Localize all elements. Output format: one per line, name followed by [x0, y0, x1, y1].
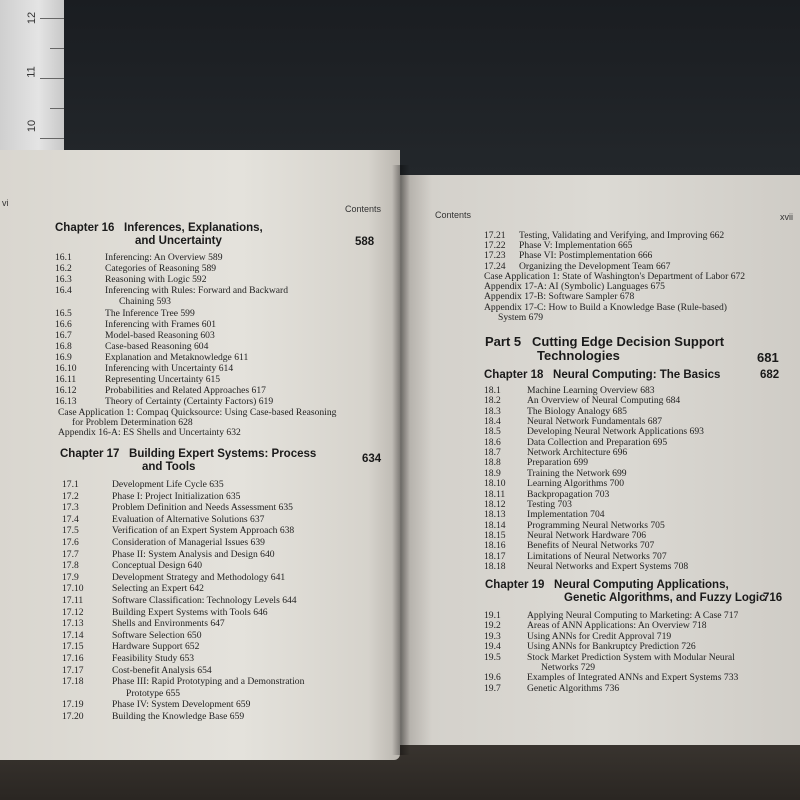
section-number: 16.7	[55, 329, 72, 341]
section-number: 17.13	[62, 618, 84, 630]
section-number: 18.2	[484, 395, 501, 407]
section-title: Development Strategy and Methodology 641	[112, 571, 286, 583]
section-number: 17.8	[62, 560, 79, 572]
section-title: Training the Network 699	[527, 467, 627, 479]
section-number: 16.3	[55, 274, 72, 286]
section-title: Learning Algorithms 700	[527, 478, 624, 490]
section-title: Inferencing: An Overview 589	[105, 252, 223, 263]
section-number: 17.10	[62, 583, 84, 595]
section-title: Using ANNs for Credit Approval 719	[527, 630, 672, 642]
appendix: Appendix 16-A: ES Shells and Uncertainty 632	[58, 427, 241, 438]
section-number: 17.22	[484, 240, 506, 252]
section-title: Problem Definition and Needs Assessment 635	[112, 502, 293, 514]
part-label: Part 5	[485, 334, 522, 349]
section-title: Data Collection and Preparation 695	[527, 436, 668, 448]
section-number: 19.1	[484, 610, 501, 621]
section-title: Testing, Validating and Verifying, and Improving 662	[519, 230, 725, 241]
section-title: Feasibility Study 653	[112, 653, 195, 664]
section-title: Testing 703	[527, 498, 572, 510]
section-number: 18.4	[484, 416, 501, 428]
section-number: 19.7	[484, 682, 501, 694]
ruler	[0, 0, 64, 150]
chapter-title: Neural Computing: The Basics	[553, 369, 721, 381]
section-number: 18.6	[484, 436, 501, 448]
section-title: Programming Neural Networks 705	[527, 519, 665, 531]
toc-line: Case Application 1: State of Washington's Department of Labor 672	[484, 271, 746, 282]
section-title: Cost-benefit Analysis 654	[112, 664, 212, 676]
section-title: Phase I: Project Initialization 635	[112, 490, 241, 502]
section-number: 17.14	[62, 629, 84, 641]
case-application: for Problem Determination 628	[72, 417, 193, 428]
section-number: 17.6	[62, 537, 79, 548]
section-number: 16.11	[55, 374, 77, 386]
section-number: 17.15	[62, 641, 84, 653]
chapter-title: Genetic Algorithms, and Fuzzy Logic	[564, 592, 766, 604]
section-number: 18.5	[484, 426, 501, 438]
chapter-label: Chapter 19	[485, 579, 545, 591]
section-title: Inferencing with Uncertainty 614	[105, 363, 234, 374]
section-title: Neural Network Fundamentals 687	[527, 416, 663, 428]
chapter-16-heading	[55, 222, 263, 248]
section-title: Categories of Reasoning 589	[105, 263, 217, 275]
part-page: 681	[757, 350, 779, 365]
ruler-number: 11	[25, 66, 38, 78]
section-number: 18.3	[484, 405, 501, 417]
section-number: 17.4	[62, 513, 79, 525]
section-number: 17.11	[62, 595, 84, 606]
right-page	[400, 175, 800, 745]
section-title: Organizing the Development Team 667	[519, 260, 671, 272]
section-title: An Overview of Neural Computing 684	[527, 395, 681, 407]
section-title: The Inference Tree 599	[105, 307, 195, 319]
chapter-title: Building Expert Systems: Process	[129, 448, 317, 460]
section-title: Evaluation of Alternative Solutions 637	[112, 513, 265, 525]
section-number: 19.2	[484, 620, 501, 632]
chapter-page: 682	[760, 369, 780, 381]
section-title: Software Classification: Technology Levels 644	[112, 595, 297, 606]
section-number: 18.15	[484, 529, 506, 541]
section-number: 16.2	[55, 263, 72, 275]
section-title: Network Architecture 696	[527, 447, 628, 459]
section-number: 17.7	[62, 548, 79, 560]
section-number: 17.3	[62, 502, 79, 514]
section-number: 18.9	[484, 467, 501, 479]
section-title: Preparation 699	[527, 457, 589, 469]
section-number: 16.4	[55, 285, 72, 297]
section-title: Implementation 704	[527, 509, 605, 521]
section-title: Inferencing with Rules: Forward and Backward	[105, 285, 289, 297]
running-head-folio: xvii	[780, 212, 793, 222]
section-number: 17.21	[484, 230, 506, 241]
section-number: 17.23	[484, 250, 506, 262]
section-number: 17.24	[484, 260, 506, 272]
chapter-19-heading	[485, 579, 765, 605]
section-title: Theory of Certainty (Certainty Factors) 619	[105, 396, 274, 408]
case-application: Case Application 1: Compaq Quicksource: Using Case-based Reasoning	[58, 407, 337, 418]
ruler-number: 10	[26, 119, 39, 133]
section-title: Neural Networks and Expert Systems 708	[527, 560, 689, 572]
section-title: Applying Neural Computing to Marketing: A Case 717	[527, 610, 739, 621]
section-title: Machine Learning Overview 683	[527, 385, 655, 396]
section-number: 18.8	[484, 457, 501, 469]
section-number: 18.14	[484, 519, 506, 531]
section-number: 17.20	[62, 711, 84, 722]
chapter-page: 634	[362, 453, 382, 465]
section-title: Representing Uncertainty 615	[105, 374, 221, 386]
section-title: Examples of Integrated ANNs and Expert Systems 733	[527, 672, 739, 684]
section-title: Benefits of Neural Networks 707	[527, 540, 655, 552]
running-head-title: Contents	[435, 210, 472, 220]
section-number: 18.13	[484, 509, 506, 521]
section-title: Phase II: System Analysis and Design 640	[112, 548, 275, 560]
section-title: Consideration of Managerial Issues 639	[112, 537, 265, 548]
section-number: 16.8	[55, 340, 72, 352]
section-title: Stock Market Prediction System with Modular Neural	[527, 651, 735, 663]
section-title: Case-based Reasoning 604	[105, 340, 209, 352]
chapter-page: 588	[355, 236, 375, 248]
chapter-label: Chapter 18	[484, 369, 544, 381]
section-title: Backpropagation 703	[527, 488, 610, 500]
section-number: 16.5	[55, 307, 72, 319]
section-number: 17.16	[62, 653, 84, 664]
section-number: 18.7	[484, 447, 501, 459]
section-number: 16.13	[55, 396, 77, 408]
section-number: 18.18	[484, 560, 506, 572]
section-number: 17.5	[62, 525, 79, 537]
section-title: Limitations of Neural Networks 707	[527, 550, 667, 562]
section-number: 17.9	[62, 571, 79, 583]
toc-line: System 679	[498, 311, 544, 323]
section-title: The Biology Analogy 685	[527, 405, 627, 417]
section-title: Neural Network Hardware 706	[527, 529, 647, 541]
chapter-label: Chapter 16	[55, 222, 115, 234]
section-number: 19.3	[484, 630, 501, 642]
section-number: 16.9	[55, 351, 72, 363]
part-title: Technologies	[537, 348, 620, 363]
section-number: 18.10	[484, 478, 506, 490]
section-title: Inferencing with Frames 601	[105, 318, 217, 330]
section-title: Phase V: Implementation 665	[519, 240, 633, 252]
book-gutter	[392, 165, 410, 755]
section-title: Chaining 593	[119, 296, 171, 308]
section-title: Phase VI: Postimplementation 666	[519, 250, 653, 262]
chapter-17-heading	[60, 448, 316, 474]
section-title: Areas of ANN Applications: An Overview 718	[527, 620, 707, 632]
part-5-heading	[485, 335, 724, 363]
section-number: 16.6	[55, 318, 72, 330]
section-title: Hardware Support 652	[112, 641, 200, 653]
section-title: Using ANNs for Bankruptcy Prediction 726	[527, 641, 696, 653]
section-title: Verification of an Expert System Approach 638	[112, 525, 295, 537]
section-number: 18.17	[484, 550, 506, 562]
section-number: 19.5	[484, 651, 501, 663]
section-title: Developing Neural Network Applications 693	[527, 426, 704, 438]
toc-line: Appendix 17-C: How to Build a Knowledge Base (Rule-based)	[484, 301, 727, 313]
section-title: Prototype 655	[126, 687, 181, 699]
section-number: 16.1	[55, 252, 72, 263]
dark-background	[0, 0, 800, 175]
section-number: 18.11	[484, 488, 506, 500]
section-number: 17.2	[62, 490, 79, 502]
toc-line: Appendix 17-B: Software Sampler 678	[484, 291, 635, 303]
section-number: 17.18	[62, 676, 84, 688]
section-title: Software Selection 650	[112, 629, 202, 641]
section-title: Selecting an Expert 642	[112, 583, 204, 595]
ruler-number: 12	[26, 11, 39, 25]
section-number: 17.1	[62, 479, 79, 490]
chapter-title: Neural Computing Applications,	[554, 579, 729, 591]
section-title: Shells and Environments 647	[112, 618, 225, 630]
section-number: 16.10	[55, 363, 77, 374]
chapter-18-heading	[484, 369, 720, 382]
chapter-title: Inferences, Explanations,	[124, 222, 263, 234]
part-title: Cutting Edge Decision Support	[531, 334, 725, 349]
section-title: Development Life Cycle 635	[112, 479, 224, 490]
chapter-title: and Uncertainty	[135, 235, 222, 247]
running-head-folio: vi	[2, 198, 9, 208]
section-title: Conceptual Design 640	[112, 560, 203, 572]
section-title: Probabilities and Related Approaches 617	[105, 385, 266, 397]
section-number: 17.12	[62, 606, 84, 618]
section-title: Building the Knowledge Base 659	[112, 711, 245, 722]
section-title: Genetic Algorithms 736	[527, 682, 620, 694]
section-number: 19.6	[484, 672, 501, 684]
left-page	[0, 150, 400, 760]
section-number: 17.19	[62, 699, 84, 711]
chapter-label: Chapter 17	[60, 448, 120, 460]
section-title: Networks 729	[541, 662, 596, 673]
toc-line: Appendix 17-A: AI (Symbolic) Languages 675	[484, 281, 665, 293]
chapter-title: and Tools	[142, 461, 196, 473]
running-head-title: Contents	[345, 204, 382, 214]
section-title: Phase III: Rapid Prototyping and a Demonstration	[112, 676, 305, 688]
section-number: 18.16	[484, 540, 506, 552]
section-title: Explanation and Metaknowledge 611	[105, 351, 249, 363]
chapter-page: 716	[763, 592, 783, 604]
section-title: Phase IV: System Development 659	[112, 699, 251, 711]
section-title: Building Expert Systems with Tools 646	[112, 606, 268, 618]
section-title: Reasoning with Logic 592	[105, 274, 207, 286]
section-number: 17.17	[62, 664, 84, 676]
section-number: 18.1	[484, 385, 501, 396]
section-title: Model-based Reasoning 603	[105, 329, 215, 341]
section-number: 19.4	[484, 641, 501, 653]
section-number: 16.12	[55, 385, 77, 397]
section-number: 18.12	[484, 498, 506, 510]
